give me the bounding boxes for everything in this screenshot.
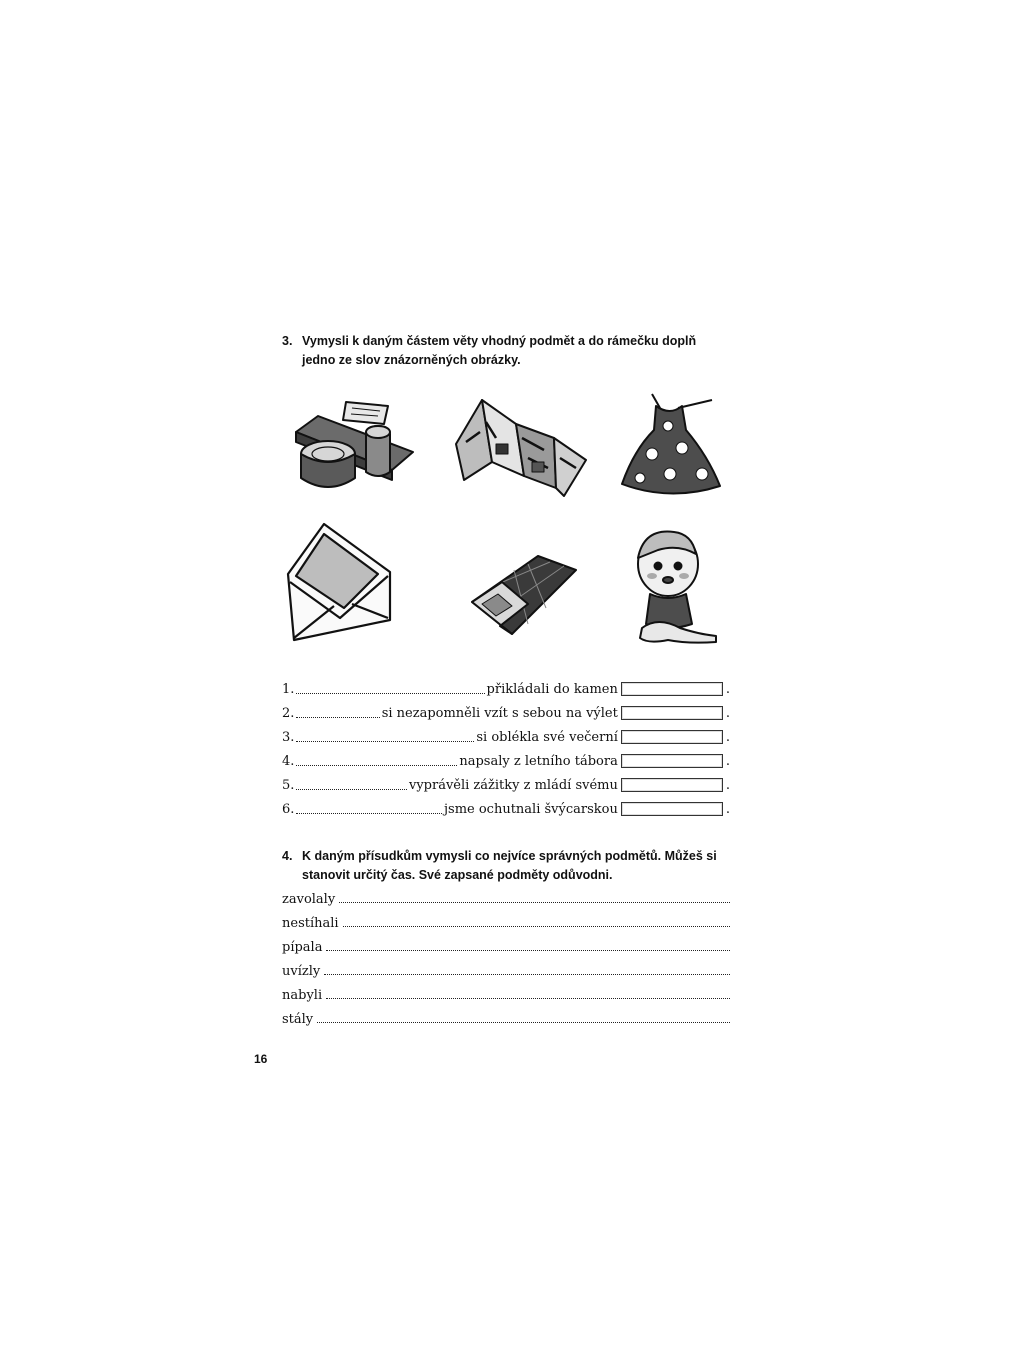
task-4-row bbox=[282, 959, 730, 979]
row-period: . bbox=[725, 706, 730, 721]
row-number: 6. bbox=[282, 802, 295, 817]
answer-dotted-line[interactable] bbox=[296, 788, 407, 790]
task-4-row bbox=[282, 911, 730, 931]
task-4-row bbox=[282, 935, 730, 955]
folded-map-icon bbox=[452, 392, 592, 497]
verb-label: uvízly bbox=[282, 964, 321, 979]
answer-box[interactable] bbox=[621, 754, 723, 768]
answer-dotted-line[interactable] bbox=[296, 764, 457, 766]
page-number: 16 bbox=[254, 1052, 268, 1066]
task-3-row bbox=[282, 798, 730, 818]
row-period: . bbox=[725, 682, 730, 697]
task-3-row bbox=[282, 678, 730, 698]
task-3-row bbox=[282, 726, 730, 746]
task-3-row bbox=[282, 750, 730, 770]
verb-label: nabyli bbox=[282, 988, 323, 1003]
subject-dotted-line[interactable] bbox=[324, 973, 730, 975]
task-3-row bbox=[282, 774, 730, 794]
row-period: . bbox=[725, 730, 730, 745]
answer-box[interactable] bbox=[621, 802, 723, 816]
verb-label: pípala bbox=[282, 940, 323, 955]
row-text: vyprávěli zážitky z mládí svému bbox=[408, 778, 618, 793]
subject-dotted-line[interactable] bbox=[326, 949, 730, 951]
task-4-number: 4. bbox=[282, 849, 293, 863]
firewood-icon bbox=[288, 392, 418, 492]
task-3-instruction bbox=[282, 332, 732, 370]
task-3-row bbox=[282, 702, 730, 722]
answer-box[interactable] bbox=[621, 778, 723, 792]
envelope-icon bbox=[282, 520, 394, 644]
answer-dotted-line[interactable] bbox=[296, 716, 379, 718]
row-period: . bbox=[725, 802, 730, 817]
row-text: napsaly z letního tábora bbox=[459, 754, 618, 769]
task-4-instruction bbox=[282, 847, 732, 885]
task-4-text: K daným přísudkům vymysli co nejvíce správných podmětů. Můžeš si stanovit určitý čas. Své zapsané podměty odůvodni. bbox=[302, 849, 717, 882]
row-number: 1. bbox=[282, 682, 295, 697]
subject-dotted-line[interactable] bbox=[343, 925, 730, 927]
row-text: přikládali do kamen bbox=[486, 682, 618, 697]
answer-dotted-line[interactable] bbox=[296, 812, 442, 814]
answer-box[interactable] bbox=[621, 682, 723, 696]
row-number: 3. bbox=[282, 730, 295, 745]
row-number: 2. bbox=[282, 706, 295, 721]
task-4-row bbox=[282, 983, 730, 1003]
answer-dotted-line[interactable] bbox=[296, 692, 484, 694]
verb-label: zavolaly bbox=[282, 892, 336, 907]
row-number: 4. bbox=[282, 754, 295, 769]
row-text: si nezapomněli vzít s sebou na výlet bbox=[381, 706, 618, 721]
verb-label: nestíhali bbox=[282, 916, 339, 931]
verb-label: stály bbox=[282, 1012, 314, 1027]
subject-dotted-line[interactable] bbox=[339, 901, 730, 903]
chocolate-bar-icon bbox=[468, 550, 580, 638]
child-icon bbox=[628, 524, 724, 648]
answer-box[interactable] bbox=[621, 730, 723, 744]
dress-icon bbox=[616, 386, 726, 501]
row-text: jsme ochutnali švýcarskou bbox=[444, 802, 618, 817]
task-3-number: 3. bbox=[282, 334, 293, 348]
row-period: . bbox=[725, 778, 730, 793]
task-3-text: Vymysli k daným částem věty vhodný podmět a do rámečku doplň jedno ze slov znázorněných obrázky. bbox=[302, 334, 697, 367]
answer-dotted-line[interactable] bbox=[296, 740, 474, 742]
row-number: 5. bbox=[282, 778, 295, 793]
row-text: si oblékla své večerní bbox=[476, 730, 618, 745]
subject-dotted-line[interactable] bbox=[326, 997, 730, 999]
subject-dotted-line[interactable] bbox=[317, 1021, 730, 1023]
answer-box[interactable] bbox=[621, 706, 723, 720]
task-4-row bbox=[282, 1007, 730, 1027]
task-4-row bbox=[282, 887, 730, 907]
row-period: . bbox=[725, 754, 730, 769]
